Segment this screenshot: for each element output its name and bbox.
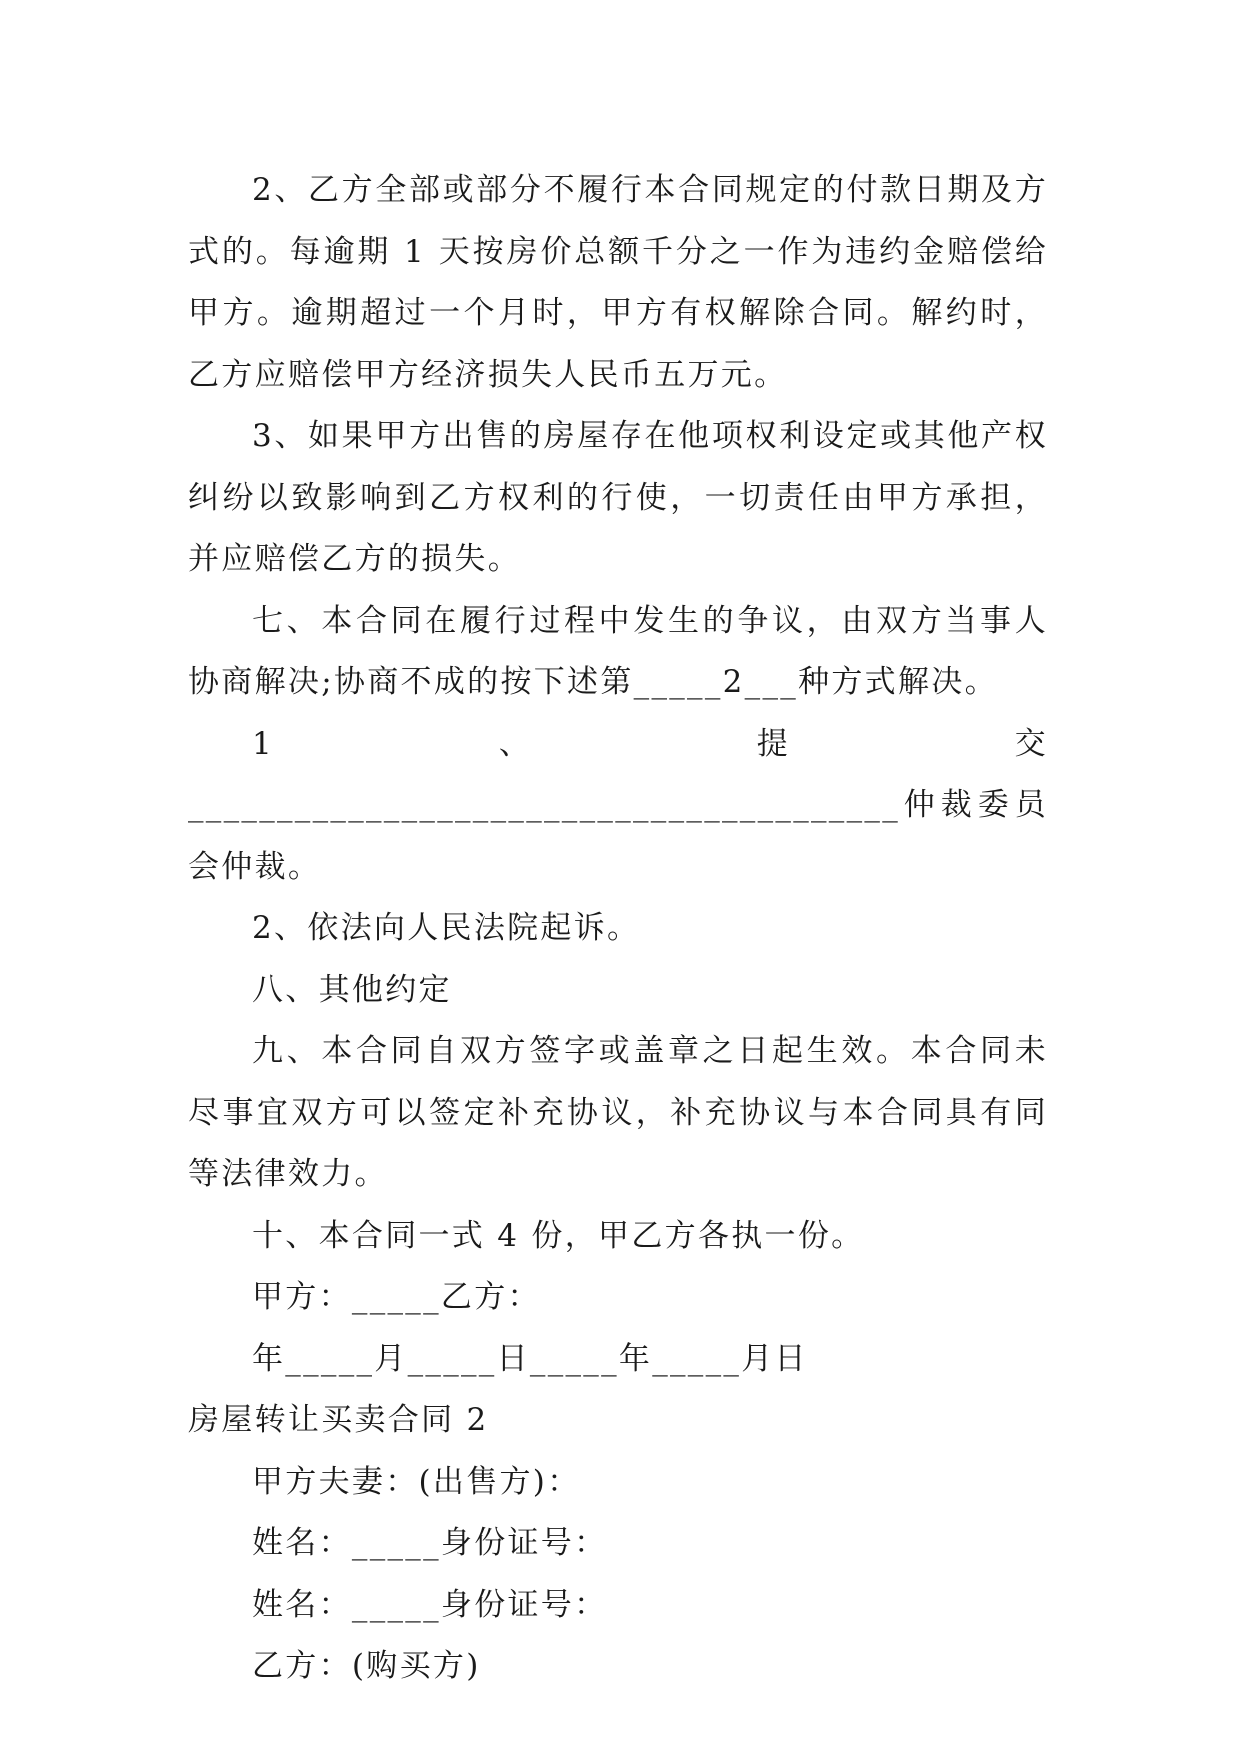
document-body: [188, 160, 1048, 1698]
option-2-lawsuit: 2、依法向人民法院起诉。: [252, 910, 641, 946]
signature-parties: 甲方：_____乙方：: [252, 1279, 541, 1315]
option-1-arbitration: 1、提交________________________________________仲裁委员会仲裁。: [188, 725, 1048, 885]
clause-2-late-payment: 2、乙方全部或部分不履行本合同规定的付款日期及方式的。每逾期 1 天按房价总额千分之一作为违约金赔偿给甲方。逾期超过一个月时，甲方有权解除合同。解约时，乙方应赔偿甲方经济损失人民币五万元。: [188, 172, 1048, 393]
party-a-name-id-2: 姓名：_____身份证号：: [252, 1586, 608, 1623]
party-b-buyer: 乙方：(购买方): [252, 1648, 481, 1684]
article-9-effectiveness: 九、本合同自双方签字或盖章之日起生效。本合同未尽事宜双方可以签定补充协议，补充协议与本合同具有同等法律效力。: [188, 1033, 1048, 1192]
article-8-other-agreements: 八、其他约定: [252, 971, 452, 1008]
section-title: 房屋转让买卖合同 2: [188, 1402, 489, 1438]
clause-3-property-dispute: 3、如果甲方出售的房屋存在他项权利设定或其他产权纠纷以致影响到乙方权利的行使，一切责任由甲方承担，并应赔偿乙方的损失。: [188, 418, 1048, 577]
article-10-copies: 十、本合同一式 4 份，甲乙方各执一份。: [252, 1217, 865, 1254]
signature-dates: 年_____月_____日_____年_____月日: [252, 1340, 808, 1377]
party-a-couple-seller: 甲方夫妻：(出售方)：: [252, 1463, 581, 1500]
article-7-dispute-resolution: 七、本合同在履行过程中发生的争议，由双方当事人协商解决;协商不成的按下述第_____2___种方式解决。: [188, 602, 1048, 700]
party-a-name-id-1: 姓名：_____身份证号：: [252, 1525, 608, 1561]
